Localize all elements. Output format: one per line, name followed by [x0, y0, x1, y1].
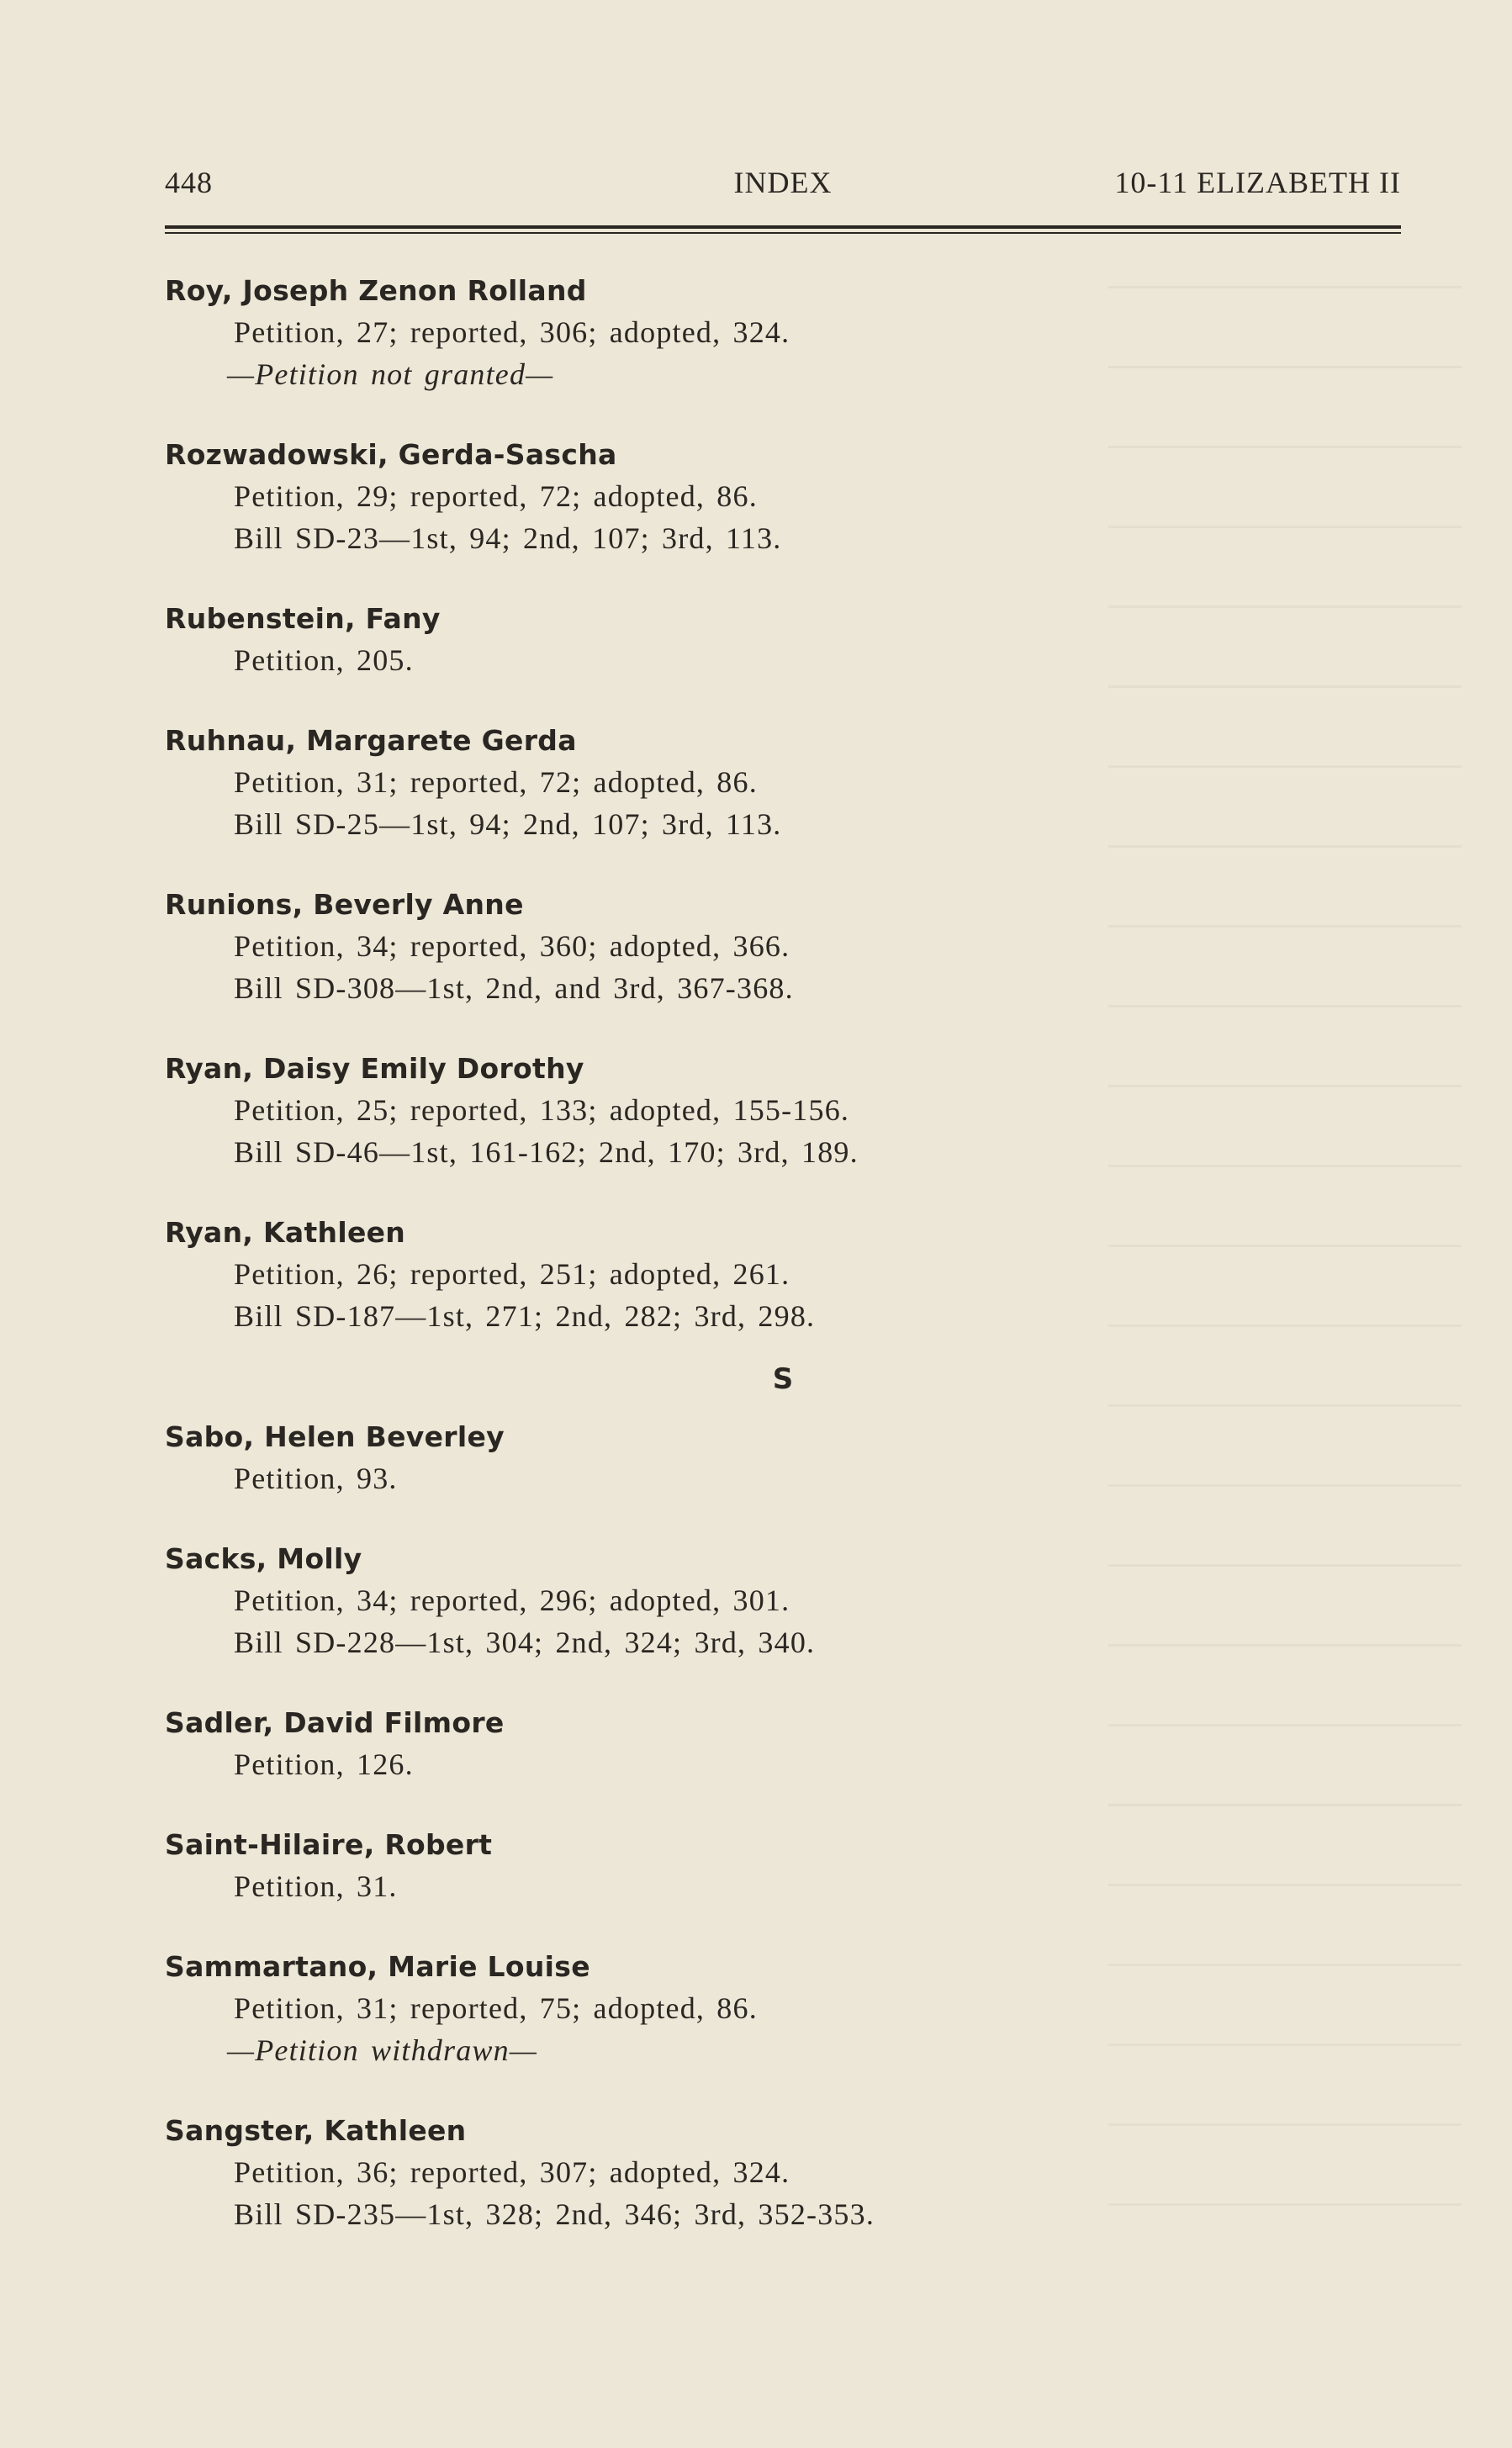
entry-name: Sammartano, Marie Louise — [165, 1950, 590, 1983]
entry-name: Sacks, Molly — [165, 1542, 362, 1575]
entry-note: —Petition withdrawn— — [227, 2033, 538, 2067]
entry-petition-line: Petition, 31; reported, 75; adopted, 86. — [234, 1991, 758, 2025]
entry-name: Ruhnau, Margarete Gerda — [165, 724, 577, 757]
entry-name: Sangster, Kathleen — [165, 2114, 467, 2147]
index-entry — [165, 885, 1174, 1009]
index-entry — [165, 1539, 1174, 1663]
entry-petition-line: Petition, 29; reported, 72; adopted, 86. — [234, 479, 758, 513]
index-entry — [165, 599, 1174, 681]
entry-bill-line: Bill SD-235—1st, 328; 2nd, 346; 3rd, 352-353. — [234, 2197, 875, 2231]
index-entry — [165, 435, 1174, 559]
index-entry — [165, 1049, 1174, 1173]
entry-petition-line: Petition, 34; reported, 360; adopted, 366. — [234, 929, 790, 963]
entry-name: Ryan, Daisy Emily Dorothy — [165, 1052, 584, 1085]
entry-bill-line: Bill SD-25—1st, 94; 2nd, 107; 3rd, 113. — [234, 807, 782, 841]
entry-name: Sabo, Helen Beverley — [165, 1420, 505, 1453]
entry-petition-line: Petition, 126. — [234, 1747, 414, 1781]
entry-list-r — [165, 271, 1174, 1337]
entry-name: Roy, Joseph Zenon Rolland — [165, 274, 587, 307]
index-entry — [165, 1213, 1174, 1337]
index-entry — [165, 1703, 1174, 1785]
entry-bill-line: Bill SD-23—1st, 94; 2nd, 107; 3rd, 113. — [234, 521, 782, 555]
header-rule-thick — [165, 225, 1401, 229]
entry-petition-line: Petition, 205. — [234, 643, 414, 677]
index-entry — [165, 1417, 1174, 1499]
entry-bill-line: Bill SD-228—1st, 304; 2nd, 324; 3rd, 340. — [234, 1626, 816, 1659]
entry-petition-line: Petition, 26; reported, 251; adopted, 261. — [234, 1257, 790, 1291]
entry-name: Sadler, David Filmore — [165, 1706, 505, 1739]
entry-bill-line: Bill SD-187—1st, 271; 2nd, 282; 3rd, 298. — [234, 1299, 816, 1333]
entry-name: Rozwadowski, Gerda-Sascha — [165, 438, 617, 471]
entry-name: Rubenstein, Fany — [165, 602, 441, 635]
entry-name: Saint-Hilaire, Robert — [165, 1828, 493, 1861]
entry-petition-line: Petition, 36; reported, 307; adopted, 324. — [234, 2155, 790, 2189]
entry-petition-line: Petition, 31; reported, 72; adopted, 86. — [234, 765, 758, 799]
index-entry — [165, 1825, 1174, 1907]
index-entry — [165, 271, 1174, 395]
entry-petition-line: Petition, 93. — [234, 1462, 398, 1495]
page-title: INDEX — [733, 166, 833, 199]
entry-petition-line: Petition, 25; reported, 133; adopted, 155-156. — [234, 1093, 850, 1127]
index-entry — [165, 721, 1174, 845]
entry-bill-line: Bill SD-308—1st, 2nd, and 3rd, 367-368. — [234, 971, 794, 1005]
entry-note: —Petition not granted— — [227, 357, 554, 391]
entry-bill-line: Bill SD-46—1st, 161-162; 2nd, 170; 3rd, 189. — [234, 1135, 859, 1169]
section-letter: S — [772, 1362, 794, 1396]
entry-list-s — [165, 1417, 1174, 2235]
index-entry — [165, 1947, 1174, 2071]
page-number: 448 — [165, 166, 213, 199]
page-header — [165, 165, 1401, 207]
header-rule-thin — [165, 232, 1401, 234]
index-entries — [165, 271, 1174, 2275]
entry-name: Runions, Beverly Anne — [165, 888, 524, 921]
running-head: 10-11 ELIZABETH II — [1114, 166, 1401, 199]
entry-petition-line: Petition, 27; reported, 306; adopted, 324. — [234, 315, 790, 349]
entry-petition-line: Petition, 31. — [234, 1869, 398, 1903]
entry-petition-line: Petition, 34; reported, 296; adopted, 301. — [234, 1584, 790, 1617]
index-entry — [165, 2111, 1174, 2235]
entry-name: Ryan, Kathleen — [165, 1216, 406, 1249]
